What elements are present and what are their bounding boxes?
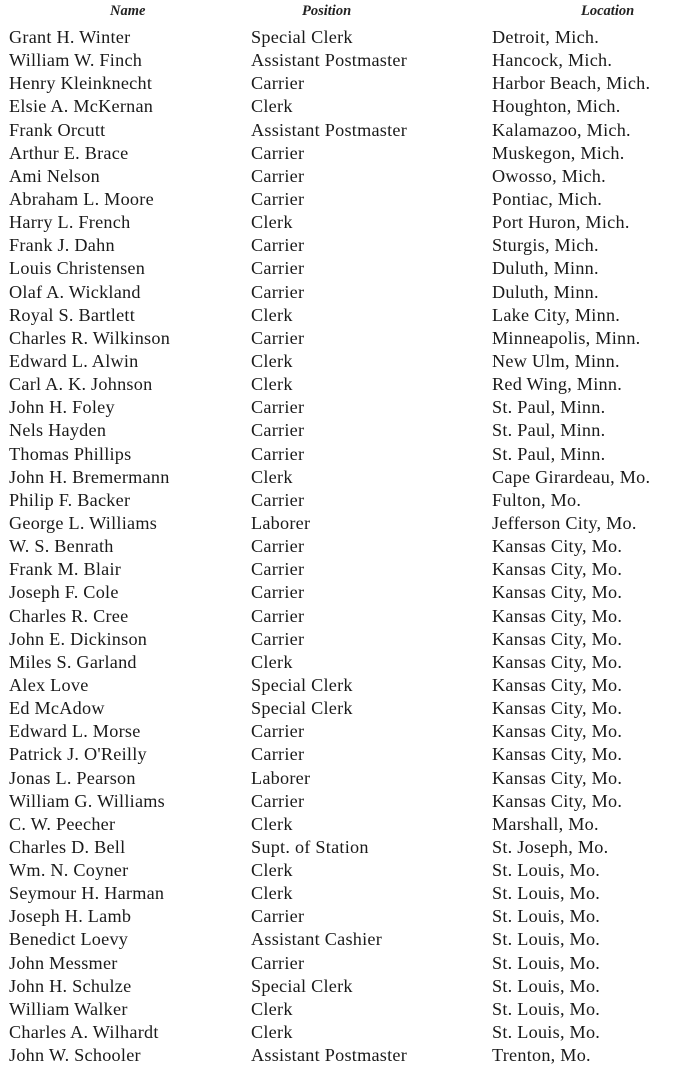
cell-position: Special Clerk [251, 27, 353, 47]
cell-name: John Messmer [9, 952, 118, 973]
table-row [0, 790, 696, 813]
cell-position: Clerk [251, 374, 293, 395]
cell-name: Charles D. Bell [9, 836, 126, 857]
cell-location: Kansas City, Mo. [492, 651, 623, 672]
cell-position: Carrier [251, 188, 305, 209]
cell-name: John W. Schooler [9, 1045, 141, 1066]
cell-position: Clerk [251, 466, 293, 487]
cell-position: Carrier [251, 489, 305, 510]
cell-location: Duluth, Minn. [492, 281, 599, 302]
cell-name: George L. Williams [9, 512, 158, 533]
cell-position: Carrier [251, 906, 305, 927]
cell-name: John H. Foley [9, 397, 115, 418]
cell-name: Seymour H. Harman [9, 883, 165, 904]
cell-position: Carrier [251, 397, 305, 418]
cell-name: Edward L. Morse [9, 721, 141, 742]
cell-location: St. Louis, Mo. [492, 929, 601, 950]
cell-name: William G. Williams [9, 790, 166, 811]
cell-location: Kansas City, Mo. [492, 790, 623, 811]
cell-name: William W. Finch [9, 50, 143, 71]
cell-name: Henry Kleinknecht [9, 73, 153, 94]
cell-location: Kansas City, Mo. [492, 628, 623, 649]
cell-position: Clerk [251, 212, 293, 233]
table-row [0, 350, 696, 373]
table-row [0, 581, 696, 604]
cell-name: Patrick J. O'Reilly [9, 744, 147, 765]
table-row [0, 767, 696, 790]
cell-name: Benedict Loevy [9, 929, 129, 950]
cell-location: St. Louis, Mo. [492, 975, 601, 996]
cell-position: Clerk [251, 998, 293, 1019]
table-row [0, 304, 696, 327]
cell-location: Lake City, Minn. [492, 304, 621, 325]
cell-position: Clerk [251, 860, 293, 881]
cell-position: Carrier [251, 443, 305, 464]
table-row [0, 558, 696, 581]
cell-name: Frank Orcutt [9, 119, 106, 140]
cell-name: John H. Schulze [9, 975, 132, 996]
cell-name: C. W. Peecher [9, 813, 116, 834]
cell-name: Harry L. French [9, 212, 131, 233]
cell-name: Royal S. Bartlett [9, 304, 135, 325]
cell-name: Olaf A. Wickland [9, 281, 141, 302]
cell-position: Clerk [251, 651, 293, 672]
cell-location: Cape Girardeau, Mo. [492, 466, 651, 487]
cell-location: St. Paul, Minn. [492, 397, 606, 418]
table-row [0, 188, 696, 211]
cell-name: Arthur E. Brace [9, 142, 129, 163]
table-row [0, 998, 696, 1021]
cell-position: Carrier [251, 73, 305, 94]
table-row [0, 928, 696, 951]
cell-location: St. Louis, Mo. [492, 860, 601, 881]
cell-location: Trenton, Mo. [492, 1045, 591, 1066]
table-row [0, 674, 696, 697]
cell-name: Joseph H. Lamb [9, 906, 132, 927]
table-row [0, 396, 696, 419]
cell-location: Kansas City, Mo. [492, 767, 623, 788]
header-location: Location [581, 3, 635, 19]
cell-location: Port Huron, Mich. [492, 212, 630, 233]
table-row [0, 836, 696, 859]
table-row [0, 905, 696, 928]
cell-name: Thomas Phillips [9, 443, 132, 464]
cell-name: Edward L. Alwin [9, 350, 139, 371]
cell-position: Carrier [251, 281, 305, 302]
cell-name: John H. Bremermann [9, 466, 170, 487]
cell-location: Pontiac, Mich. [492, 188, 603, 209]
table-row [0, 651, 696, 674]
table-row [0, 720, 696, 743]
cell-name: Louis Christensen [9, 258, 146, 279]
cell-location: Minneapolis, Minn. [492, 327, 641, 348]
table-row [0, 743, 696, 766]
cell-position: Carrier [251, 744, 305, 765]
header-name: Name [110, 3, 146, 19]
cell-name: Charles R. Cree [9, 605, 129, 626]
table-row [0, 419, 696, 442]
cell-location: St. Louis, Mo. [492, 1022, 601, 1043]
cell-name: Frank M. Blair [9, 559, 122, 580]
cell-name: Grant H. Winter [9, 27, 131, 47]
table-row [0, 489, 696, 512]
cell-name: Ed McAdow [9, 698, 105, 719]
table-row [0, 605, 696, 628]
cell-name: Elsie A. McKernan [9, 96, 154, 117]
cell-location: Muskegon, Mich. [492, 142, 625, 163]
cell-location: Red Wing, Minn. [492, 374, 622, 395]
cell-name: Abraham L. Moore [9, 188, 154, 209]
cell-location: Kansas City, Mo. [492, 674, 623, 695]
header-position: Position [302, 3, 352, 19]
table-row [0, 952, 696, 975]
table-row [0, 26, 696, 49]
cell-location: Hancock, Mich. [492, 50, 613, 71]
cell-name: Frank J. Dahn [9, 235, 115, 256]
cell-location: St. Paul, Minn. [492, 443, 606, 464]
cell-position: Clerk [251, 883, 293, 904]
cell-position: Assistant Postmaster [251, 119, 408, 140]
table-row [0, 512, 696, 535]
cell-position: Carrier [251, 258, 305, 279]
cell-location: St. Joseph, Mo. [492, 836, 609, 857]
cell-location: Detroit, Mich. [492, 27, 600, 47]
table-row [0, 882, 696, 905]
cell-name: Charles A. Wilhardt [9, 1022, 159, 1043]
table-row [0, 443, 696, 466]
cell-position: Carrier [251, 721, 305, 742]
cell-location: Owosso, Mich. [492, 165, 606, 186]
cell-position: Carrier [251, 952, 305, 973]
cell-name: Joseph F. Cole [9, 582, 119, 603]
cell-location: St. Louis, Mo. [492, 883, 601, 904]
table-row [0, 373, 696, 396]
cell-location: Fulton, Mo. [492, 489, 582, 510]
cell-position: Assistant Postmaster [251, 1045, 408, 1066]
table-row [0, 211, 696, 234]
cell-position: Carrier [251, 235, 305, 256]
cell-location: St. Paul, Minn. [492, 420, 606, 441]
cell-name: W. S. Benrath [9, 536, 114, 557]
table-row [0, 813, 696, 836]
cell-position: Carrier [251, 559, 305, 580]
cell-position: Supt. of Station [251, 836, 369, 857]
cell-position: Clerk [251, 96, 293, 117]
table-row [0, 142, 696, 165]
cell-location: Kalamazoo, Mich. [492, 119, 631, 140]
table-row [0, 72, 696, 95]
cell-location: Kansas City, Mo. [492, 536, 623, 557]
table-row [0, 327, 696, 350]
table-row [0, 697, 696, 720]
cell-location: Kansas City, Mo. [492, 605, 623, 626]
cell-position: Special Clerk [251, 975, 353, 996]
cell-position: Carrier [251, 536, 305, 557]
cell-position: Carrier [251, 582, 305, 603]
cell-name: John E. Dickinson [9, 628, 148, 649]
cell-position: Clerk [251, 350, 293, 371]
cell-location: Kansas City, Mo. [492, 744, 623, 765]
table-row [0, 1021, 696, 1044]
cell-location: Harbor Beach, Mich. [492, 73, 651, 94]
table-body [0, 26, 696, 1067]
cell-name: Miles S. Garland [9, 651, 137, 672]
cell-position: Carrier [251, 420, 305, 441]
cell-position: Carrier [251, 142, 305, 163]
cell-name: Philip F. Backer [9, 489, 131, 510]
cell-position: Carrier [251, 628, 305, 649]
cell-location: Kansas City, Mo. [492, 698, 623, 719]
cell-position: Carrier [251, 327, 305, 348]
cell-name: Nels Hayden [9, 420, 107, 441]
cell-position: Special Clerk [251, 698, 353, 719]
cell-location: St. Louis, Mo. [492, 952, 601, 973]
cell-name: William Walker [9, 998, 128, 1019]
table-row [0, 281, 696, 304]
table-row [0, 859, 696, 882]
table-row [0, 535, 696, 558]
cell-location: Marshall, Mo. [492, 813, 599, 834]
cell-position: Carrier [251, 790, 305, 811]
table-row [0, 49, 696, 72]
cell-name: Jonas L. Pearson [9, 767, 136, 788]
table-row [0, 466, 696, 489]
table-row [0, 628, 696, 651]
table-row [0, 234, 696, 257]
table-row [0, 165, 696, 188]
cell-name: Wm. N. Coyner [9, 860, 129, 881]
cell-name: Charles R. Wilkinson [9, 327, 171, 348]
cell-position: Clerk [251, 304, 293, 325]
cell-name: Alex Love [9, 674, 89, 695]
cell-location: Kansas City, Mo. [492, 721, 623, 742]
cell-position: Special Clerk [251, 674, 353, 695]
cell-position: Laborer [251, 767, 311, 788]
cell-position: Carrier [251, 165, 305, 186]
cell-position: Clerk [251, 813, 293, 834]
cell-location: Houghton, Mich. [492, 96, 621, 117]
table-row [0, 95, 696, 118]
table-header [0, 3, 696, 25]
cell-name: Carl A. K. Johnson [9, 374, 153, 395]
cell-location: St. Louis, Mo. [492, 906, 601, 927]
cell-position: Carrier [251, 605, 305, 626]
cell-position: Clerk [251, 1022, 293, 1043]
cell-location: Duluth, Minn. [492, 258, 599, 279]
table-row [0, 975, 696, 998]
cell-location: St. Louis, Mo. [492, 998, 601, 1019]
table-row [0, 257, 696, 280]
cell-location: New Ulm, Minn. [492, 350, 620, 371]
cell-position: Assistant Postmaster [251, 50, 408, 71]
cell-location: Jefferson City, Mo. [492, 512, 637, 533]
cell-position: Laborer [251, 512, 311, 533]
cell-position: Assistant Cashier [251, 929, 383, 950]
table-row [0, 119, 696, 142]
cell-location: Kansas City, Mo. [492, 559, 623, 580]
cell-location: Kansas City, Mo. [492, 582, 623, 603]
cell-location: Sturgis, Mich. [492, 235, 599, 256]
cell-name: Ami Nelson [9, 165, 100, 186]
